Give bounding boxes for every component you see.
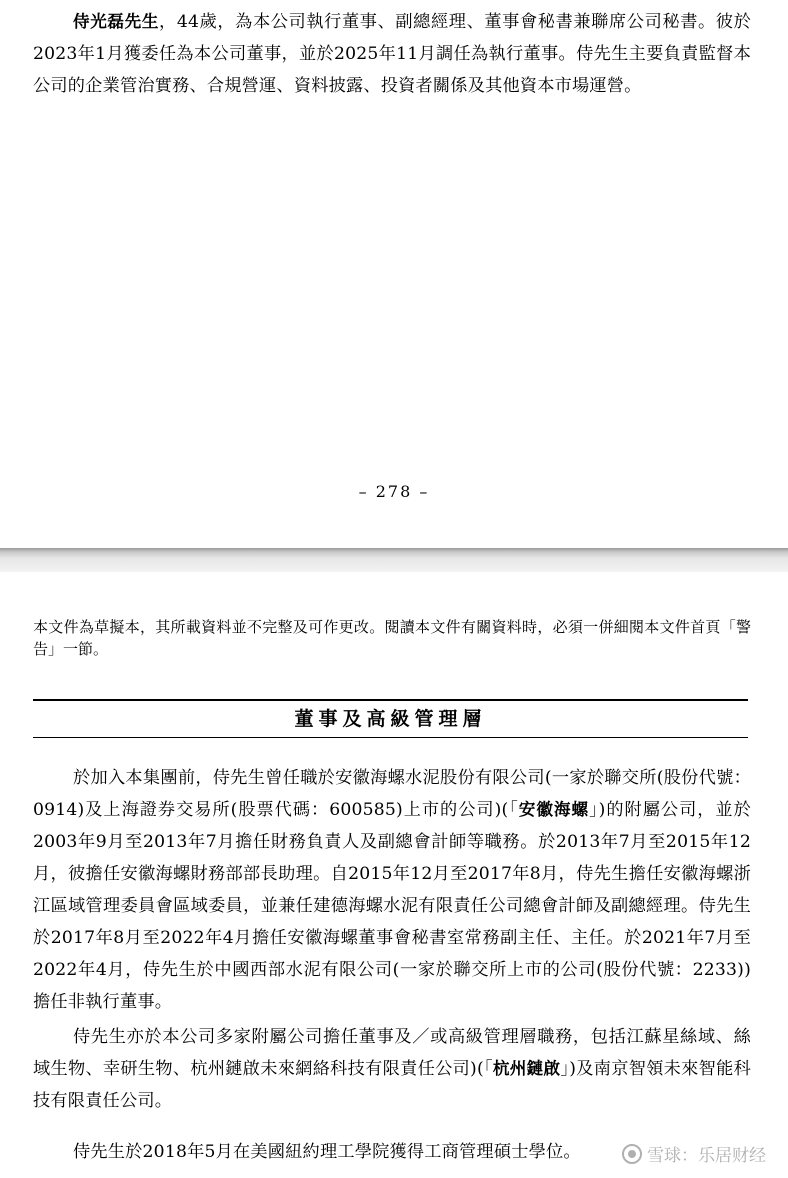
biography-paragraph	[33, 6, 751, 102]
subsidiary-roles-paragraph	[33, 1021, 751, 1117]
subsidiary-text-1: 侍先生亦於本公司多家附屬公司擔任董事及／或高級管理層職務，包括江蘇星絲域、絲域生物、幸研生物、杭州鏈啟未來網絡科技有限責任公司)(「	[33, 1027, 751, 1079]
section-title: 董事及高級管理層	[294, 708, 487, 730]
section-rule-top	[33, 699, 748, 701]
snowball-logo-icon	[622, 1144, 642, 1164]
career-text-2: 」)的附屬公司，並於2003年9月至2013年7月擔任財務負責人及副總會計師等職務。於2013年7月至2015年12月，彼擔任安徽海螺財務部部長助理。自2015年12月至2017年8月，侍先生擔任安徽海螺浙江區域管理委員會區域委員，並兼任建德海螺水泥有限責任公司總會計師及副總經理。侍先生於2017年8月至2022年4月擔任安徽海螺董事會秘書室常務副主任、主任。於2021年7月至2022年4月，侍先生於中國西部水泥有限公司(一家於聯交所上市的公司(股份代號：2233))擔任非執行董事。	[33, 800, 751, 1012]
document-page-278	[0, 0, 788, 548]
document-page-next	[0, 572, 788, 1178]
director-name: 侍光磊先生	[73, 12, 160, 31]
career-text-1: 於加入本集團前，侍先生曾任職於安徽海螺水泥股份有限公司(一家於聯交所(股份代號：0914)及上海證券交易所(股票代碼：600585)上市的公司)(「	[33, 768, 751, 820]
career-paragraph	[33, 762, 751, 1018]
defined-term-hangzhou-lianqi: 杭州鏈啟	[492, 1059, 561, 1078]
page-separator	[0, 548, 788, 572]
subsidiary-text-2: 」)及南京智領未來智能科技有限責任公司。	[33, 1059, 751, 1111]
page-number: – 278 –	[358, 482, 430, 501]
draft-notice: 本文件為草擬本，其所載資料並不完整及可作更改。閱讀本文件有關資料時，必須一併細閱本文件首頁「警告」一節。	[33, 618, 751, 658]
watermark-text: 雪球：乐居财经	[647, 1146, 766, 1166]
education-paragraph: 侍先生於2018年5月在美國紐約理工學院獲得工商管理碩士學位。	[73, 1142, 581, 1162]
watermark	[622, 1141, 766, 1166]
section-rule-bottom	[33, 737, 748, 738]
biography-text: ，44歲，為本公司執行董事、副總經理、董事會秘書兼聯席公司秘書。彼於2023年1月獲委任為本公司董事，並於2025年11月調任為執行董事。侍先生主要負責監督本公司的企業管治實務、合規營運、資料披露、投資者關係及其他資本市場運營。	[33, 12, 751, 96]
defined-term-anhui-conch: 安徽海螺	[518, 800, 590, 819]
